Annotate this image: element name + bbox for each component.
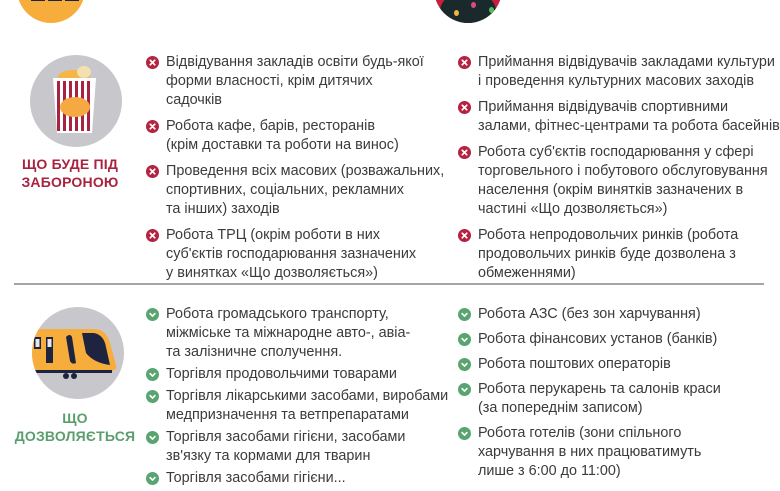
banned-item [146, 162, 446, 219]
item-text-line: садочків [166, 92, 222, 108]
cross-circle-icon [146, 165, 159, 178]
item-text-line: Робота перукарень та салонів краси [478, 381, 721, 397]
check-circle-icon [458, 358, 471, 371]
banned-item [458, 53, 778, 91]
check-circle-icon [458, 333, 471, 346]
item-text-line: Робота фінансових установ (банків) [478, 331, 718, 347]
item-text-line: Робота поштових операторів [478, 356, 671, 372]
item-text-line: частині «Що дозволяється») [478, 201, 668, 217]
check-circle-icon [458, 427, 471, 440]
banned-item [458, 98, 778, 136]
item-text-line: Робота АЗС (без зон харчування) [478, 306, 701, 322]
allowed-item [458, 355, 778, 374]
allowed-list-right [458, 305, 778, 487]
allowed-item [458, 330, 778, 349]
item-text-line: харчування в них працюватимуть [478, 444, 702, 460]
item-text-line: торговельного і побутового обслуговування [478, 163, 768, 179]
cross-circle-icon [146, 229, 159, 242]
allowed-item [146, 305, 446, 362]
allowed-list-left [146, 305, 449, 491]
fireworks-icon [434, 0, 502, 23]
item-text-line: Торгівля лікарськими засобами, виробами [166, 388, 449, 404]
item-text-line: і проведення культурних масових заходів [478, 73, 755, 89]
cross-circle-icon [458, 229, 471, 242]
item-text-line: Робота ТРЦ (окрім роботи в них [166, 227, 380, 243]
popcorn-icon [30, 55, 122, 147]
section-divider [14, 283, 764, 285]
item-text-line: (за попереднім записом) [478, 400, 643, 416]
banned-list-left [146, 53, 446, 290]
check-circle-icon [146, 368, 159, 381]
check-circle-icon [146, 390, 159, 403]
item-text-line: медпризначення та ветпрепаратами [166, 407, 409, 423]
item-text-line: залами, фітнес-центрами та робота басейнів [478, 118, 780, 134]
banned-item [146, 117, 446, 155]
allowed-item [146, 469, 446, 488]
item-text-line: Відвідування закладів освіти будь-якої [166, 54, 424, 70]
item-text-line: Торгівля продовольчими товарами [166, 366, 397, 382]
item-text-line: (крім доставки та роботи на винос) [166, 137, 399, 153]
item-text-line: та інших) заходів [166, 201, 280, 217]
item-text-line: спортивних, соціальних, рекламних [166, 182, 404, 198]
item-text-line: Робота непродовольчих ринків (робота [478, 227, 739, 243]
allowed-item [146, 387, 449, 425]
allowed-item [146, 365, 446, 384]
check-circle-icon [458, 308, 471, 321]
item-text-line: та залізничне сполучення. [166, 344, 343, 360]
item-text-line: продовольчих ринків буде дозволена з [478, 246, 736, 262]
item-text-line: Торгівля засобами гігієни, засобами [166, 429, 406, 445]
item-text-line: Робота кафе, барів, ресторанів [166, 118, 375, 134]
cross-circle-icon [458, 101, 471, 114]
banned-list-right [458, 53, 778, 290]
item-text-line: лише з 6:00 до 11:00) [478, 463, 621, 479]
allowed-item [458, 305, 778, 324]
cross-circle-icon [146, 56, 159, 69]
item-text-line: у винятках «Що дозволяється») [166, 265, 378, 281]
item-text-line: Робота готелів (зони спільного [478, 425, 682, 441]
item-text-line: населення (окрім винятків зазначених в [478, 182, 744, 198]
building-icon [17, 0, 85, 23]
item-text-line: Приймання відвідувачів закладами культури [478, 54, 775, 70]
item-text-line: зв'язку та кормами для тварин [166, 448, 371, 464]
item-text-line: форми власності, крім дитячих [166, 73, 373, 89]
item-text-line: суб'єктів господарювання зазначених [166, 246, 417, 262]
cross-circle-icon [458, 146, 471, 159]
item-text-line: Проведення всіх масових (розважальних, [166, 163, 445, 179]
item-text-line: Торгівля засобами гігієни... [166, 470, 346, 486]
check-circle-icon [146, 472, 159, 485]
check-circle-icon [146, 308, 159, 321]
cross-circle-icon [458, 56, 471, 69]
item-text-line: Робота громадського транспорту, [166, 306, 389, 322]
item-text-line: обмеженнями) [478, 265, 576, 281]
cross-circle-icon [146, 120, 159, 133]
banned-item [458, 226, 778, 283]
item-text-line: Робота суб'єктів господарювання у сфері [478, 144, 754, 160]
allowed-item [458, 380, 778, 418]
allowed-item [458, 424, 778, 481]
banned-item [146, 226, 446, 283]
banned-item [146, 53, 446, 110]
train-icon [32, 307, 124, 399]
banned-item [458, 143, 778, 219]
banned-section-title: ЩО БУДЕ ПІД ЗАБОРОНОЮ [21, 156, 119, 190]
item-text-line: Приймання відвідувачів спортивними [478, 99, 729, 115]
check-circle-icon [458, 383, 471, 396]
check-circle-icon [146, 431, 159, 444]
allowed-item [146, 428, 446, 466]
item-text-line: міжміське та міжнародне авто-, авіа- [166, 325, 411, 341]
allowed-section-title: ЩО ДОЗВОЛЯЄТЬСЯ [14, 410, 136, 444]
